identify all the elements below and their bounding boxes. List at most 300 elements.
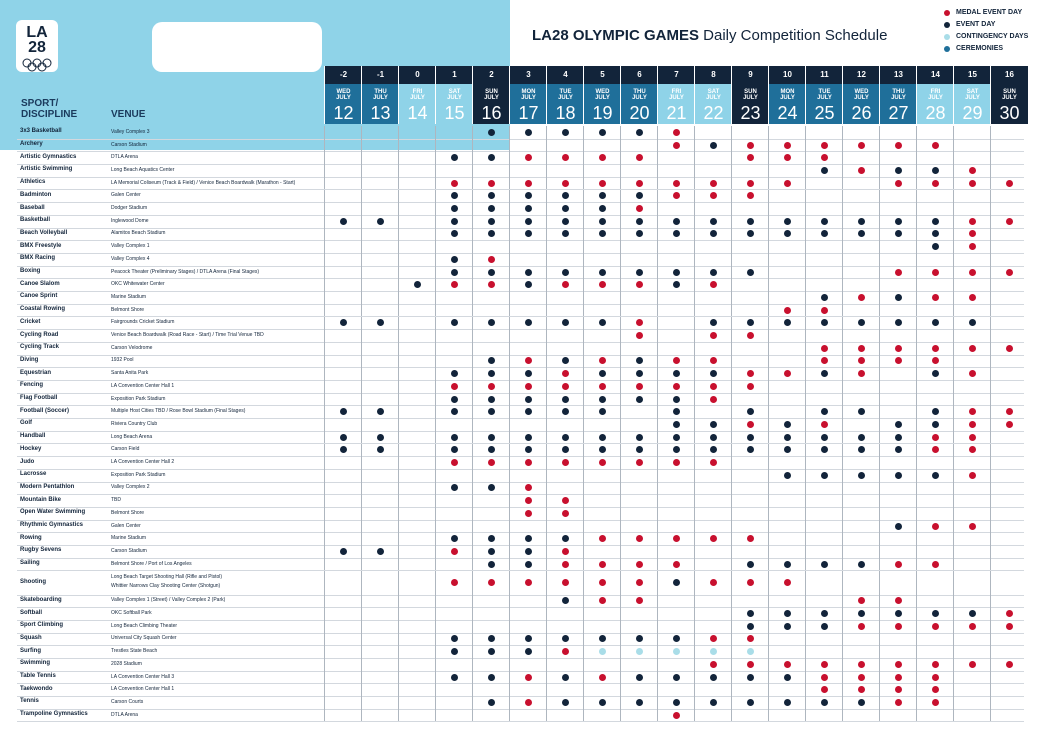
day-cell: [435, 278, 473, 291]
day-cell: [472, 367, 510, 380]
day-cell: [953, 520, 991, 533]
event-dot-icon: [710, 218, 717, 225]
day-cell: [361, 595, 399, 608]
day-cell: [805, 228, 843, 241]
event-dot-icon: [451, 319, 458, 326]
day-cell: [916, 444, 954, 457]
day-cell: [694, 329, 732, 342]
day-cell: [435, 164, 473, 177]
medal-event-dot-icon: [895, 623, 902, 630]
legend-dot-icon: [944, 46, 950, 52]
medal-event-dot-icon: [932, 623, 939, 630]
day-number: 12: [842, 66, 880, 84]
event-dot-icon: [710, 434, 717, 441]
medal-event-dot-icon: [673, 459, 680, 466]
event-dot-icon: [895, 319, 902, 326]
day-cell: [509, 532, 547, 545]
day-weekday: THU: [633, 89, 646, 95]
medal-event-dot-icon: [858, 357, 865, 364]
event-dot-icon: [895, 446, 902, 453]
day-cell: [916, 139, 954, 152]
event-dot-icon: [895, 421, 902, 428]
day-cell: [953, 228, 991, 241]
sport-name: Artistic Gymnastics: [20, 153, 77, 160]
sport-name: Squash: [20, 634, 42, 641]
table-row: [17, 494, 1024, 508]
day-cell: [361, 620, 399, 633]
day-cell: [842, 317, 880, 330]
day-cell: [583, 696, 621, 709]
day-cell: [953, 177, 991, 190]
event-dot-icon: [525, 396, 532, 403]
day-date-header: [657, 84, 695, 124]
day-cell: [620, 532, 658, 545]
day-cell: [879, 633, 917, 646]
day-cell: [398, 507, 436, 520]
logo-text: LA 28: [26, 24, 48, 56]
event-dot-icon: [599, 319, 606, 326]
day-cell: [990, 633, 1028, 646]
day-cell: [472, 177, 510, 190]
day-cell: [324, 164, 362, 177]
day-cell: [916, 520, 954, 533]
day-date: 23: [740, 103, 761, 123]
table-row: [17, 507, 1024, 521]
day-cell: [361, 683, 399, 696]
day-cell: [768, 696, 806, 709]
day-cell: [768, 177, 806, 190]
venue-name: Carson Velodrome: [111, 344, 153, 351]
day-cell: [953, 431, 991, 444]
day-cell: [657, 355, 695, 368]
table-row: [17, 215, 1024, 229]
day-cell: [657, 278, 695, 291]
medal-event-dot-icon: [562, 497, 569, 504]
venue-name: 1932 Pool: [111, 357, 134, 364]
day-cell: [879, 683, 917, 696]
day-cell: [620, 671, 658, 684]
day-cell: [361, 291, 399, 304]
day-cell: [398, 683, 436, 696]
medal-event-dot-icon: [969, 243, 976, 250]
day-cell: [916, 696, 954, 709]
day-cell: [546, 607, 584, 620]
day-cell: [805, 266, 843, 279]
event-dot-icon: [821, 472, 828, 479]
day-cell: [472, 291, 510, 304]
day-cell: [583, 520, 621, 533]
day-cell: [916, 620, 954, 633]
day-cell: [398, 253, 436, 266]
day-cell: [583, 545, 621, 558]
day-cell: [361, 164, 399, 177]
day-cell: [990, 494, 1028, 507]
day-cell: [768, 507, 806, 520]
day-cell: [583, 367, 621, 380]
day-date-header: [731, 84, 769, 124]
day-cell: [620, 645, 658, 658]
medal-event-dot-icon: [747, 142, 754, 149]
legend-dot-icon: [944, 22, 950, 28]
title-sub: Daily Competition Schedule: [703, 27, 888, 44]
event-dot-icon: [673, 421, 680, 428]
day-cell: [435, 126, 473, 139]
medal-event-dot-icon: [562, 648, 569, 655]
event-dot-icon: [340, 319, 347, 326]
medal-event-dot-icon: [969, 421, 976, 428]
day-cell: [398, 405, 436, 418]
event-dot-icon: [895, 230, 902, 237]
table-row: [17, 709, 1024, 723]
sport-name: Basketball: [20, 217, 51, 224]
event-dot-icon: [969, 319, 976, 326]
day-date: 20: [629, 103, 650, 123]
day-cell: [768, 291, 806, 304]
day-cell: [435, 607, 473, 620]
event-dot-icon: [636, 446, 643, 453]
venue-name: Long Beach Aquatics Center: [111, 166, 175, 173]
medal-event-dot-icon: [710, 332, 717, 339]
day-cell: [805, 418, 843, 431]
day-cell: [509, 520, 547, 533]
medal-event-dot-icon: [673, 180, 680, 187]
day-cell: [768, 228, 806, 241]
day-cell: [768, 620, 806, 633]
day-cell: [879, 571, 917, 595]
day-cell: [546, 620, 584, 633]
day-cell: [324, 456, 362, 469]
sport-name: Cycling Track: [20, 344, 60, 351]
day-month: JULY: [632, 95, 647, 101]
event-dot-icon: [821, 167, 828, 174]
day-cell: [472, 190, 510, 203]
day-cell: [324, 520, 362, 533]
day-cell: [398, 431, 436, 444]
day-cell: [324, 253, 362, 266]
day-cell: [620, 202, 658, 215]
day-cell: [546, 126, 584, 139]
day-cell: [620, 633, 658, 646]
event-dot-icon: [784, 230, 791, 237]
day-cell: [657, 558, 695, 571]
medal-event-dot-icon: [747, 421, 754, 428]
day-cell: [694, 607, 732, 620]
day-cell: [842, 126, 880, 139]
venue-header-label: VENUE: [111, 109, 146, 120]
day-cell: [953, 532, 991, 545]
title-main: LA28 OLYMPIC GAMES: [532, 27, 699, 44]
day-cell: [916, 507, 954, 520]
day-cell: [546, 405, 584, 418]
venue-name: Long Beach Climbing Theater: [111, 622, 178, 629]
day-cell: [990, 329, 1028, 342]
day-cell: [768, 240, 806, 253]
sport-header-label: SPORT/ DISCIPLINE: [21, 98, 78, 120]
day-cell: [768, 658, 806, 671]
event-dot-icon: [488, 446, 495, 453]
day-cell: [398, 278, 436, 291]
event-dot-icon: [451, 192, 458, 199]
day-cell: [324, 658, 362, 671]
venue-name: Fairgrounds Cricket Stadium: [111, 319, 175, 326]
day-cell: [916, 266, 954, 279]
medal-event-dot-icon: [969, 269, 976, 276]
day-cell: [657, 266, 695, 279]
day-cell: [546, 671, 584, 684]
table-row: [17, 240, 1024, 254]
event-dot-icon: [821, 218, 828, 225]
sport-name: Lacrosse: [20, 471, 47, 478]
day-cell: [916, 253, 954, 266]
day-cell: [509, 545, 547, 558]
day-cell: [583, 177, 621, 190]
day-weekday: MON: [780, 89, 795, 95]
medal-event-dot-icon: [525, 699, 532, 706]
day-cell: [953, 482, 991, 495]
day-cell: [546, 367, 584, 380]
day-cell: [398, 215, 436, 228]
day-number: 5: [583, 66, 621, 84]
day-cell: [472, 558, 510, 571]
venue-name: Marine Stadium: [111, 535, 147, 542]
day-cell: [768, 405, 806, 418]
day-cell: [694, 380, 732, 393]
day-cell: [324, 177, 362, 190]
medal-event-dot-icon: [451, 180, 458, 187]
medal-event-dot-icon: [969, 167, 976, 174]
day-cell: [657, 164, 695, 177]
day-cell: [583, 418, 621, 431]
medal-event-dot-icon: [784, 154, 791, 161]
day-month: JULY: [521, 95, 536, 101]
day-date-header: [583, 84, 621, 124]
day-cell: [583, 645, 621, 658]
day-cell: [842, 342, 880, 355]
event-dot-icon: [784, 561, 791, 568]
event-dot-icon: [673, 408, 680, 415]
day-cell: [731, 507, 769, 520]
day-cell: [657, 469, 695, 482]
day-cell: [953, 317, 991, 330]
day-cell: [990, 620, 1028, 633]
day-cell: [546, 633, 584, 646]
day-cell: [731, 532, 769, 545]
day-cell: [990, 645, 1028, 658]
la28-logo: [16, 20, 58, 72]
event-dot-icon: [525, 648, 532, 655]
day-cell: [398, 482, 436, 495]
day-cell: [879, 645, 917, 658]
day-cell: [990, 607, 1028, 620]
day-cell: [583, 240, 621, 253]
day-cell: [509, 444, 547, 457]
event-dot-icon: [562, 408, 569, 415]
day-cell: [731, 355, 769, 368]
day-cell: [953, 418, 991, 431]
event-dot-icon: [562, 699, 569, 706]
day-cell: [805, 709, 843, 722]
day-cell: [509, 595, 547, 608]
event-dot-icon: [488, 548, 495, 555]
sport-name: Golf: [20, 420, 32, 427]
event-dot-icon: [858, 561, 865, 568]
day-cell: [805, 658, 843, 671]
day-cell: [620, 507, 658, 520]
event-dot-icon: [784, 446, 791, 453]
day-weekday: FRI: [930, 89, 941, 95]
sport-name: Hockey: [20, 445, 42, 452]
day-cell: [361, 367, 399, 380]
medal-event-dot-icon: [1006, 269, 1013, 276]
medal-event-dot-icon: [599, 535, 606, 542]
day-cell: [324, 482, 362, 495]
day-cell: [842, 202, 880, 215]
table-row: [17, 482, 1024, 496]
day-cell: [324, 671, 362, 684]
medal-event-dot-icon: [932, 674, 939, 681]
day-cell: [953, 266, 991, 279]
day-cell: [657, 240, 695, 253]
day-cell: [583, 456, 621, 469]
day-cell: [546, 494, 584, 507]
day-cell: [620, 240, 658, 253]
medal-event-dot-icon: [969, 472, 976, 479]
day-cell: [657, 177, 695, 190]
day-cell: [731, 494, 769, 507]
event-dot-icon: [710, 319, 717, 326]
day-cell: [472, 393, 510, 406]
sport-name: Athletics: [20, 179, 46, 186]
medal-event-dot-icon: [784, 307, 791, 314]
medal-event-dot-icon: [710, 180, 717, 187]
sport-name: Rhythmic Gymnastics: [20, 522, 84, 529]
day-cell: [842, 355, 880, 368]
day-cell: [620, 393, 658, 406]
day-cell: [879, 418, 917, 431]
day-cell: [324, 126, 362, 139]
day-cell: [546, 456, 584, 469]
day-cell: [805, 253, 843, 266]
day-weekday: THU: [892, 89, 905, 95]
sport-name: Baseball: [20, 204, 45, 211]
event-dot-icon: [525, 548, 532, 555]
day-cell: [731, 671, 769, 684]
event-dot-icon: [747, 230, 754, 237]
day-weekday: FRI: [412, 89, 423, 95]
day-cell: [509, 658, 547, 671]
sport-name: Diving: [20, 356, 39, 363]
event-dot-icon: [895, 434, 902, 441]
day-cell: [324, 139, 362, 152]
day-cell: [435, 520, 473, 533]
day-cell: [694, 444, 732, 457]
day-cell: [472, 418, 510, 431]
event-dot-icon: [784, 610, 791, 617]
day-cell: [916, 545, 954, 558]
day-cell: [916, 126, 954, 139]
day-cell: [953, 469, 991, 482]
event-dot-icon: [488, 154, 495, 161]
sport-name: Artistic Swimming: [20, 166, 73, 173]
medal-event-dot-icon: [1006, 421, 1013, 428]
event-dot-icon: [525, 561, 532, 568]
day-cell: [509, 507, 547, 520]
day-cell: [879, 304, 917, 317]
day-cell: [768, 317, 806, 330]
day-cell: [842, 545, 880, 558]
day-cell: [805, 393, 843, 406]
event-dot-icon: [525, 535, 532, 542]
event-dot-icon: [636, 269, 643, 276]
day-cell: [694, 482, 732, 495]
day-cell: [694, 164, 732, 177]
day-cell: [398, 658, 436, 671]
event-dot-icon: [599, 408, 606, 415]
event-dot-icon: [636, 370, 643, 377]
day-cell: [472, 380, 510, 393]
day-cell: [583, 532, 621, 545]
day-cell: [398, 164, 436, 177]
venue-name: Universal City Squash Center: [111, 635, 177, 642]
day-number: 7: [657, 66, 695, 84]
day-cell: [472, 215, 510, 228]
event-dot-icon: [932, 319, 939, 326]
day-cell: [731, 469, 769, 482]
event-dot-icon: [821, 699, 828, 706]
medal-event-dot-icon: [488, 180, 495, 187]
day-cell: [694, 658, 732, 671]
day-cell: [435, 418, 473, 431]
day-cell: [435, 190, 473, 203]
day-number: 2: [472, 66, 510, 84]
day-cell: [879, 355, 917, 368]
day-cell: [546, 240, 584, 253]
day-cell: [398, 645, 436, 658]
event-dot-icon: [525, 408, 532, 415]
day-cell: [916, 342, 954, 355]
medal-event-dot-icon: [784, 370, 791, 377]
day-cell: [324, 291, 362, 304]
event-dot-icon: [562, 218, 569, 225]
medal-event-dot-icon: [599, 383, 606, 390]
venue-name: Belmont Shore / Port of Los Angeles: [111, 560, 192, 567]
day-cell: [916, 469, 954, 482]
event-dot-icon: [636, 230, 643, 237]
medal-event-dot-icon: [451, 459, 458, 466]
medal-event-dot-icon: [1006, 623, 1013, 630]
medal-event-dot-icon: [895, 699, 902, 706]
day-cell: [768, 367, 806, 380]
venue-name: Valley Complex 3: [111, 128, 150, 135]
day-cell: [805, 329, 843, 342]
day-cell: [398, 607, 436, 620]
medal-event-dot-icon: [821, 421, 828, 428]
day-cell: [842, 431, 880, 444]
event-dot-icon: [488, 484, 495, 491]
day-cell: [324, 393, 362, 406]
medal-event-dot-icon: [932, 661, 939, 668]
medal-event-dot-icon: [1006, 218, 1013, 225]
event-dot-icon: [562, 357, 569, 364]
day-cell: [324, 633, 362, 646]
day-cell: [657, 215, 695, 228]
event-dot-icon: [599, 446, 606, 453]
day-cell: [324, 545, 362, 558]
day-cell: [768, 278, 806, 291]
venue-name: LA Memorial Coliseum (Track & Field) / Venice Beach Boardwalk (Marathon - Start): [111, 179, 296, 186]
day-cell: [953, 571, 991, 595]
day-cell: [842, 329, 880, 342]
